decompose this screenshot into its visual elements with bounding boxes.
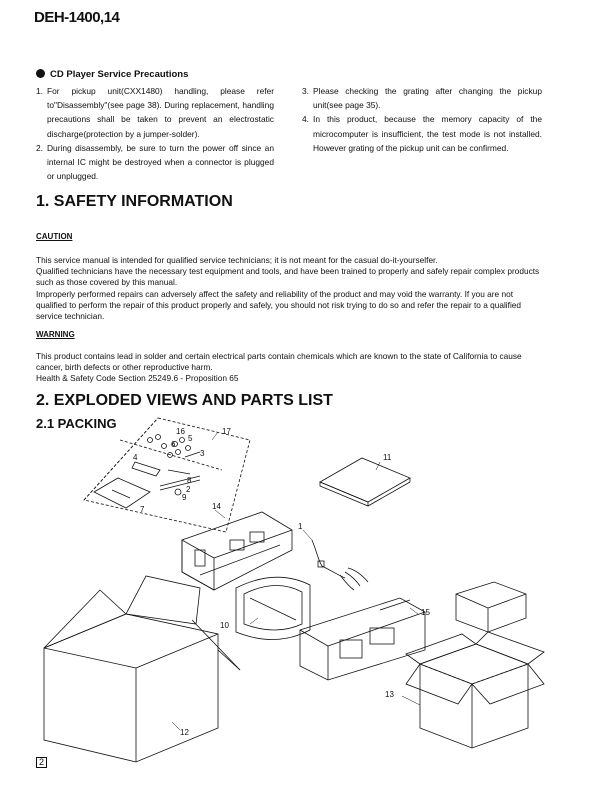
callout-7: 7 xyxy=(140,505,145,514)
callout-17: 17 xyxy=(222,427,231,436)
callout-1: 1 xyxy=(298,522,303,531)
warning-label: WARNING xyxy=(36,330,75,339)
callout-9: 9 xyxy=(182,493,187,502)
callout-labels xyxy=(133,427,430,737)
exploded-views-heading: 2. EXPLODED VIEWS AND PARTS LIST xyxy=(36,392,333,409)
model-number: DEH-1400,14 xyxy=(34,9,120,26)
safety-heading: 1. SAFETY INFORMATION xyxy=(36,193,233,210)
item-text: In this product, because the memory capacity of the microcomputer is insufficient, the test mode is not installed. However grating of the pickup unit can be confirmed. xyxy=(313,114,542,153)
item-number: 3. xyxy=(302,86,309,96)
caution-paragraph: Qualified technicians have the necessary test equipment and tools, and have been trained to properly and safely repair complex products such as those covered by this manual. xyxy=(36,266,540,288)
callout-3: 3 xyxy=(200,449,205,458)
item-number: 2. xyxy=(36,142,43,153)
owners-manual-sheet xyxy=(94,478,150,508)
outer-carton xyxy=(44,576,240,762)
warning-paragraph: This product contains lead in solder and certain electrical parts contain chemicals which are known to the state of California to cause cancer, birth defects or other reproductive harm. xyxy=(36,351,522,373)
callout-8: 8 xyxy=(187,476,192,485)
caution-paragraph: Improperly performed repairs can adversely affect the safety and reliability of the product and may void the warranty. If you are not qualified to perform the repair of this product properly and safely, you should not risk trying to do so and refer the repair to a qualified service technician. xyxy=(36,288,522,322)
item-text: During disassembly, be sure to turn the power off since an internal IC might be destroyed when a connector is plugged or unplugged. xyxy=(47,142,274,182)
mounting-sleeve xyxy=(182,512,292,590)
callout-15: 15 xyxy=(421,608,430,617)
chassis-unit xyxy=(300,598,425,680)
open-carton xyxy=(406,632,544,748)
callout-4: 4 xyxy=(133,453,138,462)
warning-paragraph: Health & Safety Code Section 25249.6 - Proposition 65 xyxy=(36,373,239,384)
callout-13: 13 xyxy=(385,690,394,699)
small-carton xyxy=(456,582,526,632)
callout-16: 16 xyxy=(176,427,185,436)
page-number: 2 xyxy=(36,757,47,768)
wire-harness xyxy=(312,540,368,590)
callout-11: 11 xyxy=(383,453,392,462)
unit-case xyxy=(236,577,310,639)
cd-precautions-title-text: CD Player Service Precautions xyxy=(50,69,189,80)
manual-book xyxy=(320,458,410,506)
item-text: Please checking the grating after changing the pickup unit(see page 35). xyxy=(313,86,542,111)
caution-paragraph: This service manual is intended for qualified service technicians; it is not meant for the casual do-it-yourselfer. xyxy=(36,255,438,265)
item-number: 1. xyxy=(36,86,43,96)
caution-label: CAUTION xyxy=(36,232,73,241)
leader-lines xyxy=(172,432,420,730)
callout-10: 10 xyxy=(220,621,229,630)
item-text: For pickup unit(CXX1480) handling, please refer to"Disassembly"(see page 38). During replacement, handling precautions shall be taken to prevent an electrostatic discharge(protection by a jumper-solder). xyxy=(47,86,274,139)
callout-14: 14 xyxy=(212,502,221,511)
callout-12: 12 xyxy=(180,728,189,737)
packing-subheading: 2.1 PACKING xyxy=(36,416,117,431)
callout-6: 6 xyxy=(171,440,176,449)
item-number: 4. xyxy=(302,114,309,125)
callout-2: 2 xyxy=(186,485,191,494)
callout-5: 5 xyxy=(188,434,193,443)
